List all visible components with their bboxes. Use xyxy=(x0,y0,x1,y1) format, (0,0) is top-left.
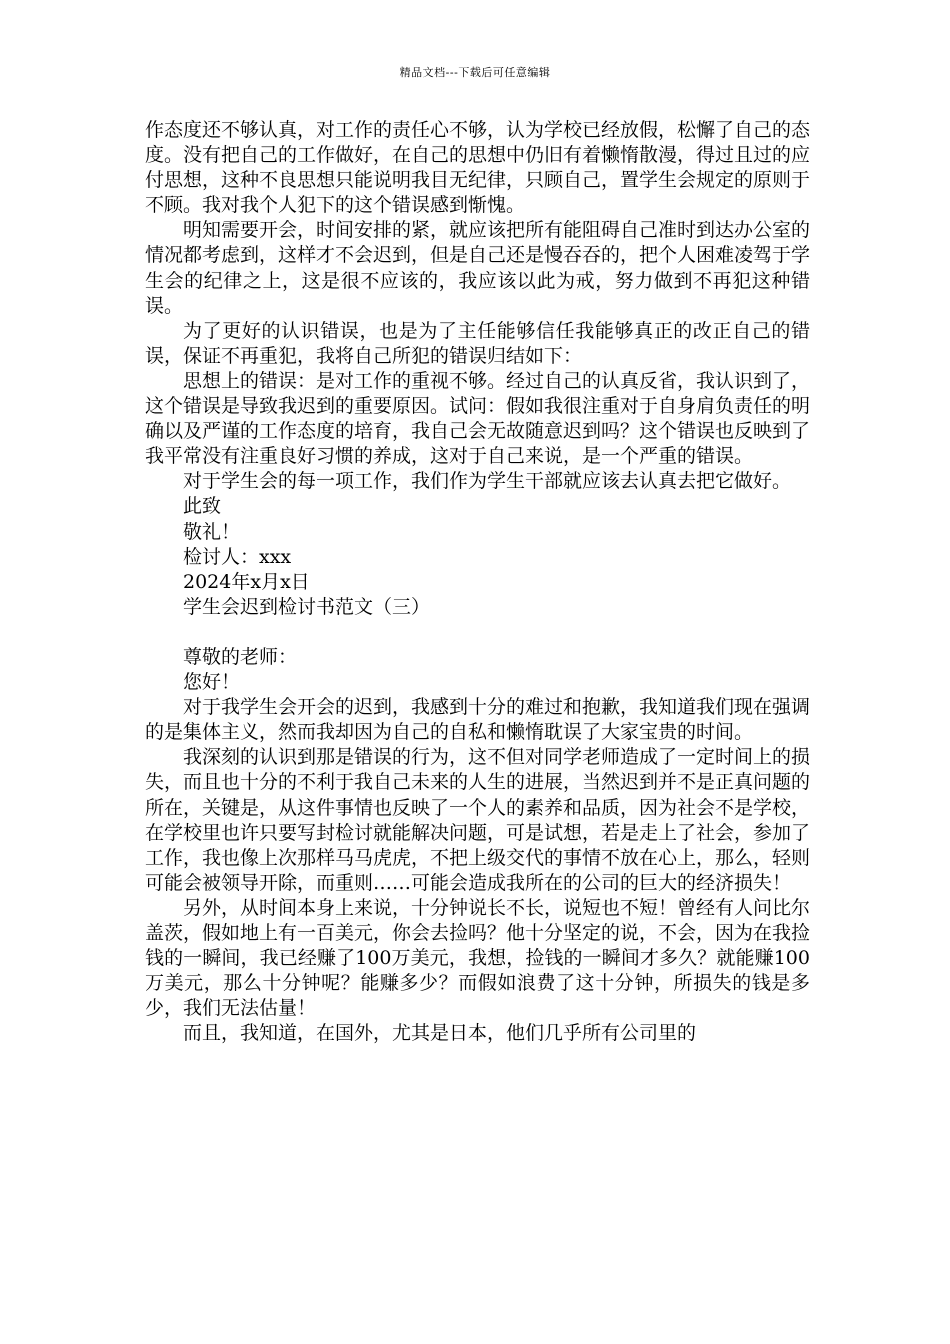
paragraph: 明知需要开会，时间安排的紧，就应该把所有能阻碍自己准时到达办公室的情况都考虑到，这样才不会迟到，但是自己还是慢吞吞的，把个人困难凌驾于学生会的纪律之上，这是很不应该的，我应该以此为戒，努力做到不再犯这种错误。 xyxy=(145,219,811,317)
signer-line: 检讨人：xxx xyxy=(183,545,292,568)
closing-line: 敬礼！ xyxy=(183,520,241,543)
paragraph: 思想上的错误：是对工作的重视不够。经过自己的认真反省，我认识到了，这个错误是导致我迟到的重要原因。试问：假如我很注重对于自身肩负责任的明确以及严谨的工作态度的培育，我自己会无故随意迟到吗？这个错误也反映到了我平常没有注重良好习惯的养成，这对于自己来说，是一个严重的错误。 xyxy=(145,369,811,468)
salutation: 尊敬的老师： xyxy=(183,645,298,668)
paragraph: 而且，我知道，在国外，尤其是日本，他们几乎所有公司里的 xyxy=(183,1022,697,1045)
closing-line: 此致 xyxy=(183,495,222,518)
document-body xyxy=(145,118,810,1046)
paragraph: 我深刻的认识到那是错误的行为，这不但对同学老师造成了一定时间上的损失，而且也十分的不利于我自己未来的人生的进展，当然迟到并不是正真问题的所在，关键是，从这件事情也反映了一个人的素养和品质，因为社会不是学校，在学校里也许只要写封检讨就能解决问题，可是试想，若是走上了社会，参加了工作，我也像上次那样马马虎虎，不把上级交代的事情不放在心上，那么，轻则可能会被领导开除，而重则……可能会造成我所在的公司的巨大的经济损失！ xyxy=(145,746,811,894)
paragraph: 对于学生会的每一项工作，我们作为学生干部就应该去认真去把它做好。 xyxy=(183,470,792,493)
paragraph: 对于我学生会开会的迟到，我感到十分的难过和抱歉，我知道我们现在强调的是集体主义，然而我却因为自己的自私和懒惰耽误了大家宝贵的时间。 xyxy=(145,696,811,744)
greeting: 您好！ xyxy=(183,671,241,694)
page-header: 精品文档---下载后可任意编辑 xyxy=(399,66,551,79)
paragraph: 另外，从时间本身上来说，十分钟说长不长，说短也不短！曾经有人问比尔盖茨，假如地上有一百美元，你会去捡吗？他十分坚定的说，不会，因为在我捡钱的一瞬间，我已经赚了100万美元，我想，捡钱的一瞬间才多久？就能赚100万美元，那么十分钟呢？能赚多少？而假如浪费了这十分钟，所损失的钱是多少，我们无法估量！ xyxy=(145,896,811,1020)
paragraph: 为了更好的认识错误，也是为了主任能够信任我能够真正的改正自己的错误，保证不再重犯，我将自己所犯的错误归结如下： xyxy=(145,319,810,367)
date-line: 2024年x月x日 xyxy=(183,570,310,593)
blank-line xyxy=(145,620,810,645)
section-title: 学生会迟到检讨书范文（三） xyxy=(183,595,431,618)
paragraph: 作态度还不够认真，对工作的责任心不够，认为学校已经放假，松懈了自己的态度。没有把自己的工作做好，在自己的思想中仍旧有着懒惰散漫，得过且过的应付思想，这种不良思想只能说明我目无纪律，只顾自己，置学生会规定的原则于不顾。我对我个人犯下的这个错误感到惭愧。 xyxy=(145,119,811,217)
